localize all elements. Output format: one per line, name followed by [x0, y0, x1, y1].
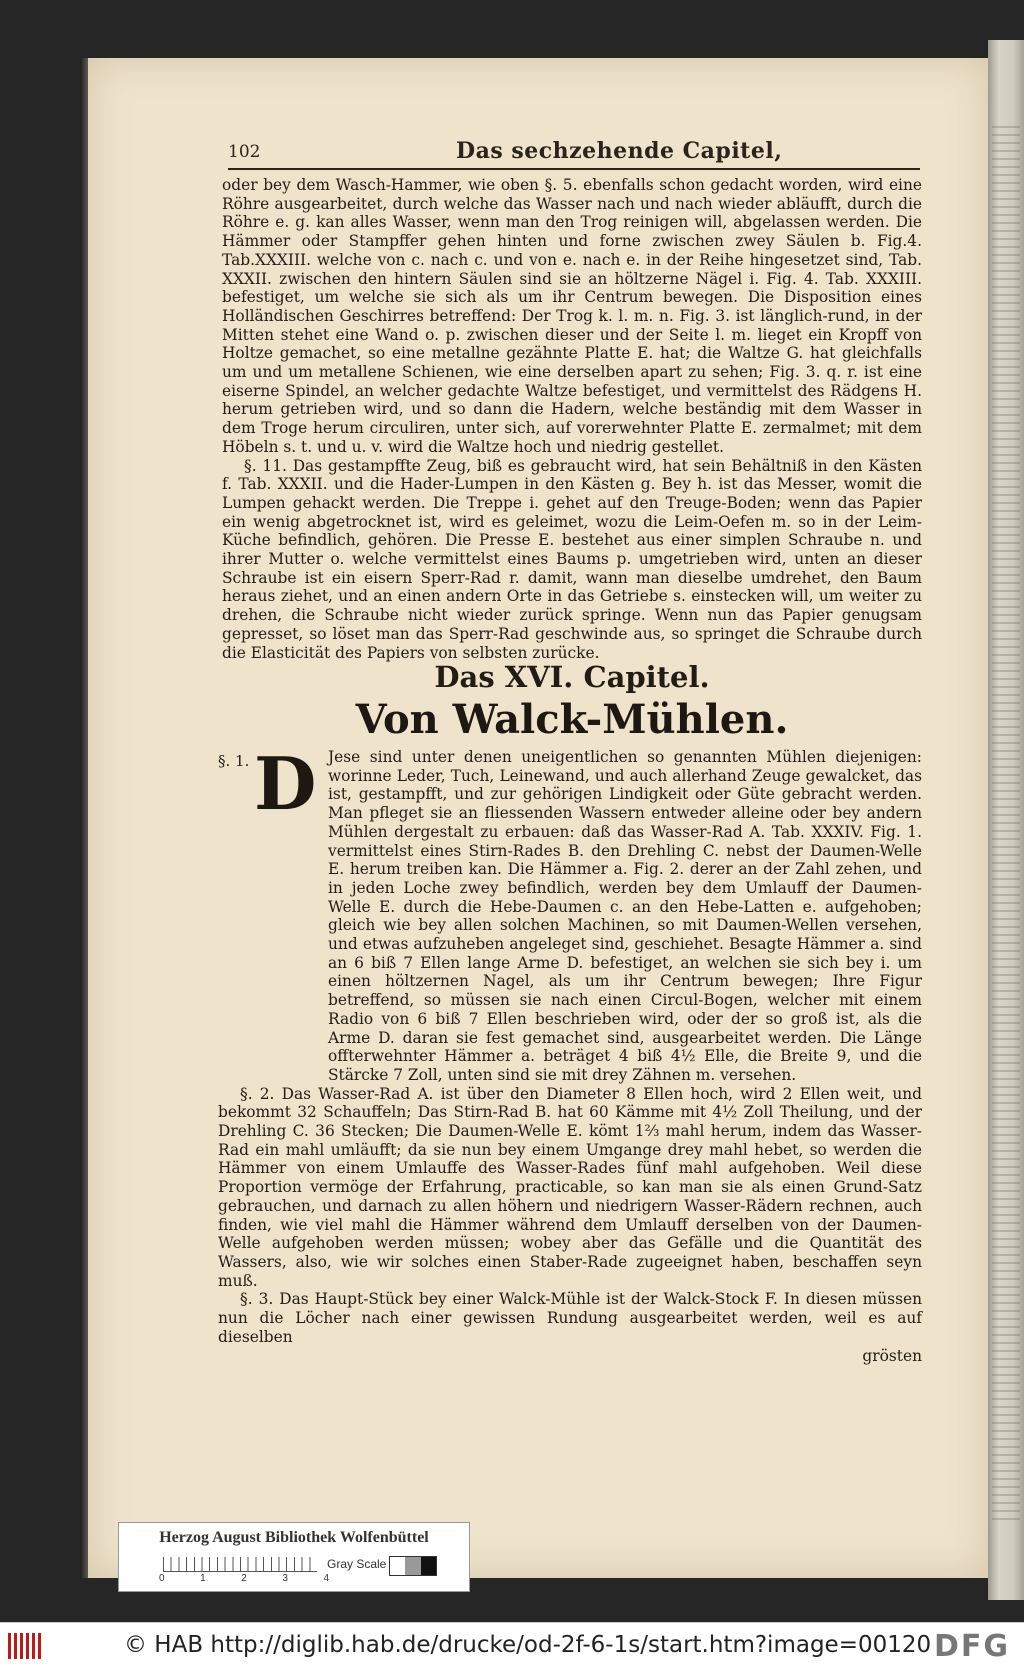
ruler-number: 1: [200, 1573, 206, 1584]
paragraph: §. 2. Das Wasser-Rad A. ist über den Diameter 8 Ellen hoch, wird 2 Ellen weit, und bekommt 32 Schauffeln; Das Stirn-Rad B. hat 60 Kämme mit 4½ Zoll Theilung, und der Drehling C. 36 Stecken; Die Daumen-Welle E. kömt 1⅔ mahl herum, indem das Wasser-Rad ein mahl umläufft; da sie nun bey einem Umgange drey mahl hebet, so werden die Hämmer von einem Umlauffe des Wasser-Rades fünf mahl aufgehoben. Weil diese Proportion vermöge der Erfahrung, practicable, so kan man sie als einen Grund-Satz gebrauchen, und darnach zu allen höhern und niedrigern Wasser-Rädern rechnen, auch finden, wie viel mahl die Hämmer während dem Umlauff derselben von der Daumen-Welle aufgehoben werden müssen; wobey aber das Gefälle und die Quantität des Wassers, also, wie wir solches einen Staber-Rade zugeeignet haben, beschaffen seyn muß.: [218, 1084, 922, 1290]
paragraph: oder bey dem Wasch-Hammer, wie oben §. 5. ebenfalls schon gedacht worden, wird eine Röhre ausgearbeitet, durch welche das Wasser nach und nach wieder abläufft, durch die Röhre e. g. kan alles Wasser, wenn man den Trog reinigen will, abgelassen werden. Die Hämmer oder Stampffer gehen hinten und forne zwischen zwey Säulen b. Fig.4. Tab.XXXIII. welche von c. nach c. und von e. nach e. in der Reihe hingesetzet sind, Tab. XXXII. zwischen den hintern Säulen sind sie an höltzerne Nägel i. Fig. 4. Tab. XXXIII. befestiget, um welche sie sich als um ihr Centrum bewegen. Die Disposition eines Holländischen Geschirres betreffend: Der Trog k. l. m. n. Fig. 3. ist länglich-rund, in der Mitten stehet eine Wand o. p. zwischen dieser und der Seite l. m. lieget ein Kropff von Holtze gemachet, so eine metallne gezähnte Platte E. hat; die Waltze G. hat gleichfalls um und um metallene Schienen, wie eine derselben apart zu sehen; Fig. 3. q. r. ist eine eiserne Spindel, an welcher gedachte Waltze befestiget, und vermittelst des Rädgens H. herum getrieben wird, und so dann die Hadern, welche beständig mit dem Wasser in dem Troge herum circuliren, unter sich, auf vorerwehnter Platte E. zermalmet; mit dem Höbeln s. t. und u. v. wird die Waltze hoch und niedrig gestellet.: [222, 176, 922, 456]
ruler-number: 0: [159, 1573, 165, 1584]
next-page-text-shadow: [992, 120, 1020, 1520]
running-title: Das sechzehende Capitel,: [456, 138, 783, 164]
chapter-subtitle: Von Walck-Mühlen.: [355, 696, 789, 743]
library-name: Herzog August Bibliothek Wolfenbüttel: [159, 1529, 429, 1546]
gray-scale-label: Gray Scale: [327, 1557, 387, 1571]
chapter-title: Das XVI. Capitel.: [434, 660, 710, 694]
paragraph: §. 3. Das Haupt-Stück bey einer Walck-Mühle ist der Walck-Stock F. In diesen müssen nun die Löcher nach einer gewissen Rundung ausgearbeitet werden, weil es auf dieselben: [218, 1290, 922, 1346]
swatch-white: [390, 1557, 405, 1575]
paragraph: §. 11. Das gestampffte Zeug, biß es gebraucht wird, hat sein Behältniß in den Kästen f. Tab. XXXII. und die Hader-Lumpen in den Kästen g. Bey h. ist das Messer, womit die Lumpen gehackt werden. Die Treppe i. gehet auf den Treuge-Boden; wenn das Papier ein wenig abgetrocknet ist, wird es geleimet, wozu die Leim-Oefen m. so in der Leim-Küche befindlich, gehören. Die Presse E. bestehet aus einer simplen Schraube n. und ihrer Mutter o. welche vermittelst eines Baums p. umgetrieben wird, unten an dieser Schraube ist ein eisern Sperr-Rad r. damit, wann man dieselbe umdrehet, den Baum heraus ziehet, und an einen andern Orte in das Getriebe s. einstecken will, um weiter zu drehen, die Schraube nicht wieder zurück springe. Wenn nun das Papier genugsam gepresset, so löset man das Sperr-Rad geschwinde aus, so springet die Schraube durch die Elasticität des Papiers von selbsten zurücke.: [222, 456, 922, 662]
ruler-numbers: [159, 1573, 329, 1584]
next-page-edge: [988, 40, 1024, 1600]
catchword: grösten: [862, 1346, 922, 1365]
swatch-black: [421, 1557, 436, 1575]
gray-scale-swatches: [389, 1556, 437, 1576]
paragraph: Jese sind unter denen uneigentlichen so genannten Mühlen diejenigen: worinne Leder, Tuch, Leinewand, und auch allerhand Zeuge gewalcket, das ist, gestampfft, und zur gehörigen Lindigkeit oder Güte gebracht werden. Man pfleget sie an fliessenden Wassern entweder alleine oder bey andern Mühlen dergestalt zu erbauen: daß das Wasser-Rad A. Tab. XXXIV. Fig. 1. vermittelst eines Stirn-Rades B. den Drehling C. nebst der Daumen-Welle E. herum treiben kan. Die Hämmer a. Fig. 2. derer an der Zahl zehen, und in jeden Loche zwey befindlich, werden bey dem Umlauff der Daumen-Welle E. durch die Hebe-Daumen c. an den Hebe-Latten e. aufgehoben; gleich wie bey allen solchen Machinen, so mit Daumen-Wellen versehen, und etwas aufzuheben angeleget sind, geschiehet. Besagte Hämmer a. sind an 6 biß 7 Ellen lange Arme D. befestiget, an welchen sie sich bey i. um einen höltzernen Nagel, als um ihr Centrum bewegen; Ihre Figur betreffend, so müssen sie nach einen Circul-Bogen, welcher mit einem Radio von 6 biß 7 Ellen beschrieben wird, oder der so groß ist, als die Arme D. daran sie fest gemachet sind, ausgearbeitet werden. Die Länge offterwehnter Hämmer a. beträget 4 biß 4½ Elle, die Breite 9, und die Stärcke 7 Zoll, unten sind sie mit drey Zähnen m. versehen.: [328, 748, 922, 1084]
text-block-top: [222, 176, 922, 662]
decorated-initial: D: [254, 741, 317, 826]
ruler-number: 4: [323, 1573, 329, 1584]
library-logo-icon: [8, 1633, 44, 1659]
scale-card: [118, 1522, 470, 1592]
ruler: [163, 1557, 317, 1572]
dfg-logo: DFG: [933, 1629, 1010, 1664]
running-head: [228, 138, 920, 170]
page-number: 102: [228, 142, 261, 162]
page-gutter: [80, 58, 88, 1578]
ruler-number: 2: [241, 1573, 247, 1584]
ruler-number: 3: [282, 1573, 288, 1584]
copyright-link[interactable]: © HAB http://diglib.hab.de/drucke/od-2f-6-1s/start.htm?image=00120: [124, 1632, 932, 1658]
swatch-gray: [405, 1557, 420, 1575]
section-mark: §. 1.: [218, 752, 250, 770]
text-block-chapter: [218, 741, 922, 1365]
footer-bar: [0, 1622, 1024, 1668]
